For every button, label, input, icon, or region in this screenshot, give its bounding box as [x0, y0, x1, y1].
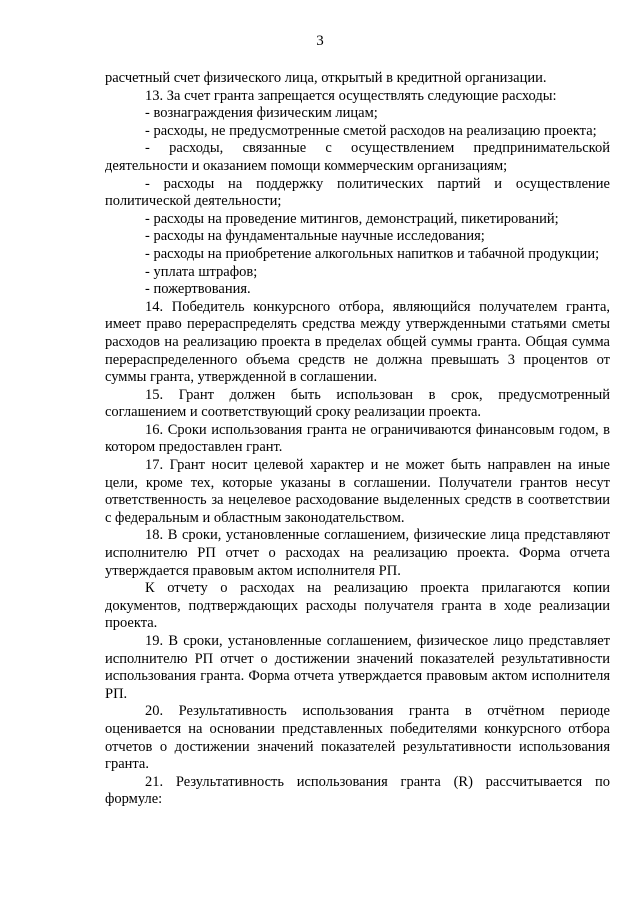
paragraph: расчетный счет физического лица, открытый в кредитной организации.: [105, 70, 547, 86]
document-body: [105, 70, 610, 809]
page-number: 3: [316, 33, 324, 49]
list-item: - расходы на фундаментальные научные исследования;: [145, 228, 485, 245]
paragraph: 21. Результативность использования гранта (R) рассчитывается по формуле:: [105, 773, 610, 808]
paragraph: 19. В сроки, установленные соглашением, физическое лицо представляет исполнителю РП отчет о достижении значений показателей результативности использования гранта. Форма отчета утверждается правовым актом исполнителя РП.: [105, 633, 610, 702]
paragraph: 15. Грант должен быть использован в срок, предусмотренный соглашением и соответствующий сроку реализации проекта.: [105, 386, 610, 421]
paragraph: 14. Победитель конкурсного отбора, являющийся получателем гранта, имеет право перераспределять средства между утвержденными статьями сметы расходов на реализацию проекта в пределах общей суммы гранта. Общая сумма перераспределенного объема средств не должна превышать 3 процентов от суммы гранта, утвержденной в соглашении.: [105, 298, 610, 386]
paragraph: К отчету о расходах на реализацию проекта прилагаются копии документов, подтверждающих расходы получателя гранта в ходе реализации проекта.: [105, 580, 610, 632]
list-item: - расходы на приобретение алкогольных напитков и табачной продукции;: [145, 245, 600, 262]
list-item: - вознаграждения физическим лицам;: [145, 105, 378, 122]
paragraph: 20. Результативность использования гранта в отчётном периоде оценивается на основании представленных победителями конкурсного отбора отчетов о достижении значений показателей результативности использования гранта.: [105, 703, 610, 773]
paragraph: 16. Сроки использования гранта не ограничиваются финансовым годом, в котором предоставлен грант.: [105, 421, 610, 456]
list-item: - расходы на поддержку политических партий и осуществление политической деятельности;: [105, 175, 610, 210]
list-item: - расходы, не предусмотренные сметой расходов на реализацию проекта;: [145, 122, 597, 139]
paragraph: 17. Грант носит целевой характер и не может быть направлен на иные цели, кроме тех, которые указаны в соглашении. Получатели грантов несут ответственность за нецелевое расходование выделенных средств в соответствии с федеральным и областным законодательством.: [105, 457, 610, 526]
list-item: - расходы, связанные с осуществлением предпринимательской деятельности и оказанием помощи коммерческим организациям;: [105, 140, 610, 174]
list-item: - уплата штрафов;: [145, 263, 258, 280]
list-item: - расходы на проведение митингов, демонстраций, пикетирований;: [145, 210, 559, 227]
paragraph: 13. За счет гранта запрещается осуществлять следующие расходы:: [145, 87, 557, 104]
list-item: - пожертвования.: [145, 281, 251, 298]
paragraph: 18. В сроки, установленные соглашением, физические лица представляют исполнителю РП отчет о расходах на реализацию проекта. Форма отчета утверждается правовым актом исполнителя РП.: [105, 527, 610, 579]
